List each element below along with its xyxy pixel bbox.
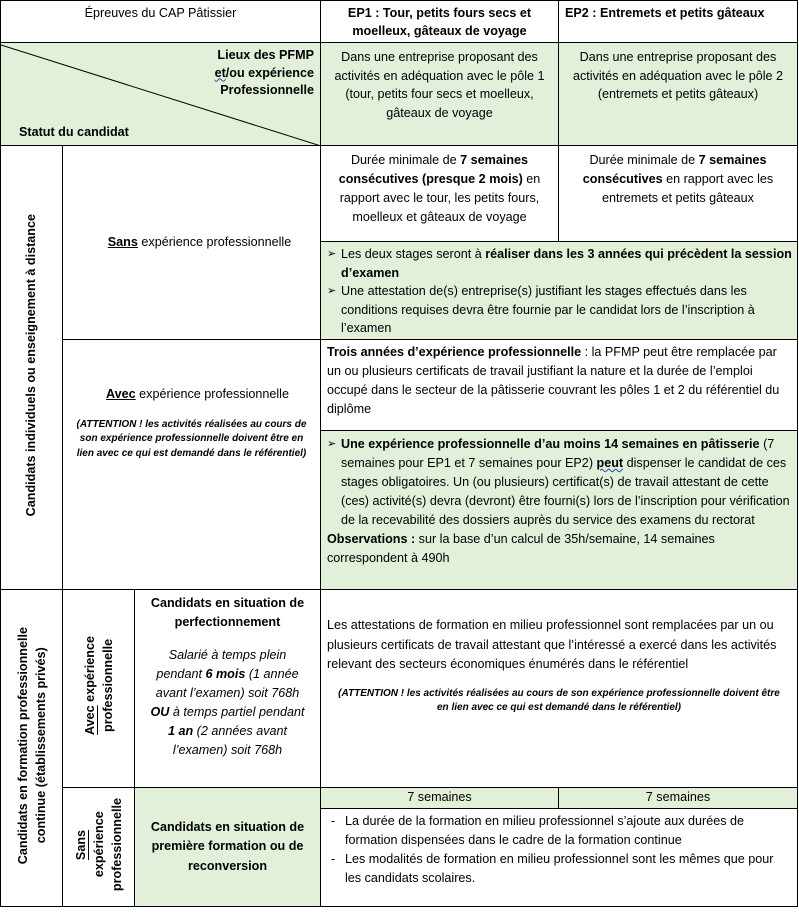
g1-sans-ep2-post: en rapport avec les entremets et petits gâteaux — [602, 172, 774, 205]
g1-avec-p1-rest: : la PFMP peut être remplacée par un ou plusieurs certificats de travail justifiant la nature et la durée de l’emploi occupé dans le secteur de la pâtisserie couvrant les pôles 1 et 2 du référentiel du diplôme — [327, 345, 780, 416]
header-epreuves-text: Épreuves du CAP Pâtissier — [84, 6, 237, 20]
group1-label-cell — [1, 146, 63, 590]
g2-avec-d6: 1 an — [167, 724, 194, 738]
g2-avec-d7: (2 années avant l’examen) soit 768h — [172, 724, 288, 757]
g2-avec-sub-cell — [63, 590, 135, 788]
g1-sans-list — [327, 245, 793, 338]
g1-avec-b-rest: dispenser le candidat de ces stages obligatoires. Un (ou plusieurs) certificat(s) de travail attestant de cette (ces) activité(s) devra (devront) être fourni(s) lors de l’inscription pour vérification de la recevabilité des dossiers auprès du service des examens du rectorat — [341, 456, 790, 527]
g1-sans-row1 — [1, 146, 798, 242]
g1-sans-ep1-bold: 7 semaines consécutives (presque 2 mois) — [338, 153, 529, 186]
g1-sans-label-cell — [63, 146, 321, 340]
list-item — [327, 282, 793, 338]
g2-avec-d1: Salarié à temps plein pendant — [156, 648, 287, 681]
g1-avec-rest: expérience professionnelle — [135, 387, 289, 401]
g2-sans-sub-l2: expérience — [91, 811, 106, 878]
diag-ep2 — [559, 43, 798, 146]
g2-avec-text: Les attestations de formation en milieu professionnel sont remplacées par un ou plusieurs certificats de travail attestant que l’intéressé a exercé dans les activités relevant des secteurs économiques énumérés dans le référentiel — [327, 618, 777, 671]
group2-label-cell — [1, 590, 63, 907]
g2-sans-li1: La durée de la formation en milieu professionnel s’ajoute aux durées de formation dispensées dans le cadre de la formation continue — [345, 814, 745, 847]
diag-ep1 — [321, 43, 559, 146]
diag-ep1-text: Dans une entreprise proposant des activités en adéquation avec le pôle 1 (tour, petits four secs et moelleux, gâteaux de voyage — [334, 50, 545, 120]
g1-avec-row1 — [1, 340, 798, 431]
g2-sans-ep1 — [321, 788, 559, 809]
g1-sans-ep1 — [321, 146, 559, 242]
list-item — [327, 812, 791, 850]
g2-avec-sub-u: Avec — [82, 705, 97, 736]
group1-label: Candidats individuels ou enseignement à distance — [23, 213, 38, 516]
g1-sans-ep2-pre: Durée minimale de — [589, 153, 699, 167]
g2-sans-sub-u: Sans — [73, 829, 88, 860]
g2-sans-li2: Les modalités de formation en milieu professionnel sont les mêmes que pour les candidats scolaires. — [345, 852, 774, 885]
lieux-ou: /ou expérience — [225, 65, 314, 80]
g2-sans-list — [327, 812, 791, 888]
g1-sans-ep2 — [559, 146, 798, 242]
g2-avec-sub-rest: expérience — [82, 636, 97, 706]
g2-avec-title: Candidats en situation de perfectionnement — [150, 596, 305, 629]
g1-sans-rest: expérience professionnelle — [137, 234, 292, 249]
g1-avec-u: Avec — [106, 387, 136, 401]
g1-sans-b1-pre: Les deux stages seront à — [341, 247, 486, 261]
g1-avec-label-cell — [63, 340, 321, 590]
g2-sans-ep2-text: 7 semaines — [645, 790, 711, 805]
header-row — [1, 1, 798, 43]
g2-avec-detail — [141, 646, 314, 760]
g1-avec-b-bold: Une expérience professionnelle d’au moins 14 semaines en pâtisserie — [341, 437, 760, 451]
g2-sans-sub-cell — [63, 788, 135, 907]
group2-label-l1: Candidats en formation professionnelle — [15, 626, 30, 864]
g1-avec-p1 — [321, 340, 798, 431]
g1-sans-bullets — [321, 242, 798, 340]
g1-avec-list — [327, 435, 791, 530]
g1-sans-b1-bold: réaliser dans les 3 années qui précèdent la session d’examen — [341, 247, 792, 280]
list-item — [327, 850, 791, 888]
g2-avec-title-cell — [135, 590, 321, 788]
header-ep1 — [321, 1, 559, 43]
g2-avec-d3: (1 année avant l’examen) soit 768h — [155, 667, 300, 700]
lieux-label — [134, 47, 314, 100]
group2-label — [14, 627, 50, 864]
g1-sans-u: Sans — [107, 234, 138, 249]
g2-sans-title-cell — [135, 788, 321, 907]
g2-sans-row1 — [1, 788, 798, 809]
header-ep1-text: EP1 : Tour, petits fours secs et moelleux, gâteaux de voyage — [347, 6, 532, 38]
g2-sans-sub — [72, 798, 126, 891]
diagonal-cell — [1, 43, 321, 146]
header-ep2 — [559, 1, 798, 43]
g2-sans-list-cell — [321, 809, 798, 907]
g2-avec-attention: (ATTENTION ! les activités réalisées au cours de son expérience professionnelle doivent être en lien avec ce qui est demandé dans le référentiel) — [338, 687, 780, 713]
list-item — [327, 435, 791, 530]
g2-avec-d5: à temps partiel pendant — [169, 705, 305, 719]
lieux-et: et — [214, 65, 226, 80]
g1-avec-b-mid: (7 semaines pour EP1 et 7 semaines pour EP2) — [341, 437, 775, 470]
statut-label: Statut du candidat — [19, 125, 129, 140]
diag-ep2-text: Dans une entreprise proposant des activités en adéquation avec le pôle 2 (entremets et petits gâteaux) — [572, 50, 784, 102]
list-item — [327, 245, 793, 282]
g1-avec-b-peut: peut — [596, 456, 624, 470]
g2-sans-sub-l3: professionnelle — [109, 797, 124, 891]
g1-avec-obs-bold: Observations : — [327, 532, 416, 546]
diag-row — [1, 43, 798, 146]
g2-sans-ep2 — [559, 788, 798, 809]
g1-avec-label — [69, 386, 314, 404]
g1-sans-ep2-bold: 7 semaines consécutives — [582, 153, 767, 186]
g2-sans-title: Candidats en situation de première formation ou de reconversion — [150, 819, 305, 873]
g2-avec-sub — [81, 636, 117, 735]
g1-avec-bullets — [321, 431, 798, 590]
g2-avec-d4: OU — [150, 705, 170, 719]
g1-sans-ep1-pre: Durée minimale de — [350, 153, 461, 167]
group2-label-l2: continue (établissements privés) — [33, 647, 48, 844]
g1-avec-obs-rest: sur la base d’un calcul de 35h/semaine, 14 semaines correspondent à 490h — [327, 532, 715, 565]
g1-sans-b2: Une attestation de(s) entreprise(s) justifiant les stages effectués dans les conditions requises devra être fournie par le candidat lors de l’inscription à l’examen — [341, 284, 755, 336]
g1-sans-ep1-post: en rapport avec le tour, les petits fours, moelleux et gâteaux de voyage — [339, 172, 541, 224]
g1-avec-obs — [327, 530, 791, 568]
header-epreuves — [1, 1, 321, 43]
lieux-line2 — [134, 65, 314, 83]
header-ep2-text: EP2 : Entremets et petits gâteaux — [565, 6, 765, 20]
g1-avec-p1-bold: Trois années d’expérience professionnelle — [327, 345, 582, 359]
lieux-line1: Lieux des PFMP — [217, 48, 314, 62]
g2-sans-ep1-text: 7 semaines — [407, 790, 472, 805]
lieux-line3: Professionnelle — [220, 83, 314, 98]
g1-avec-attention: (ATTENTION ! les activités réalisées au cours de son expérience professionnelle doivent être en lien avec ce qui est demandé dans le référentiel) — [76, 418, 307, 459]
g2-avec-sub-l2: professionnelle — [100, 639, 115, 733]
g2-avec-text-cell — [321, 590, 798, 788]
g2-avec-row — [1, 590, 798, 788]
g2-avec-d2: 6 mois — [205, 667, 246, 681]
